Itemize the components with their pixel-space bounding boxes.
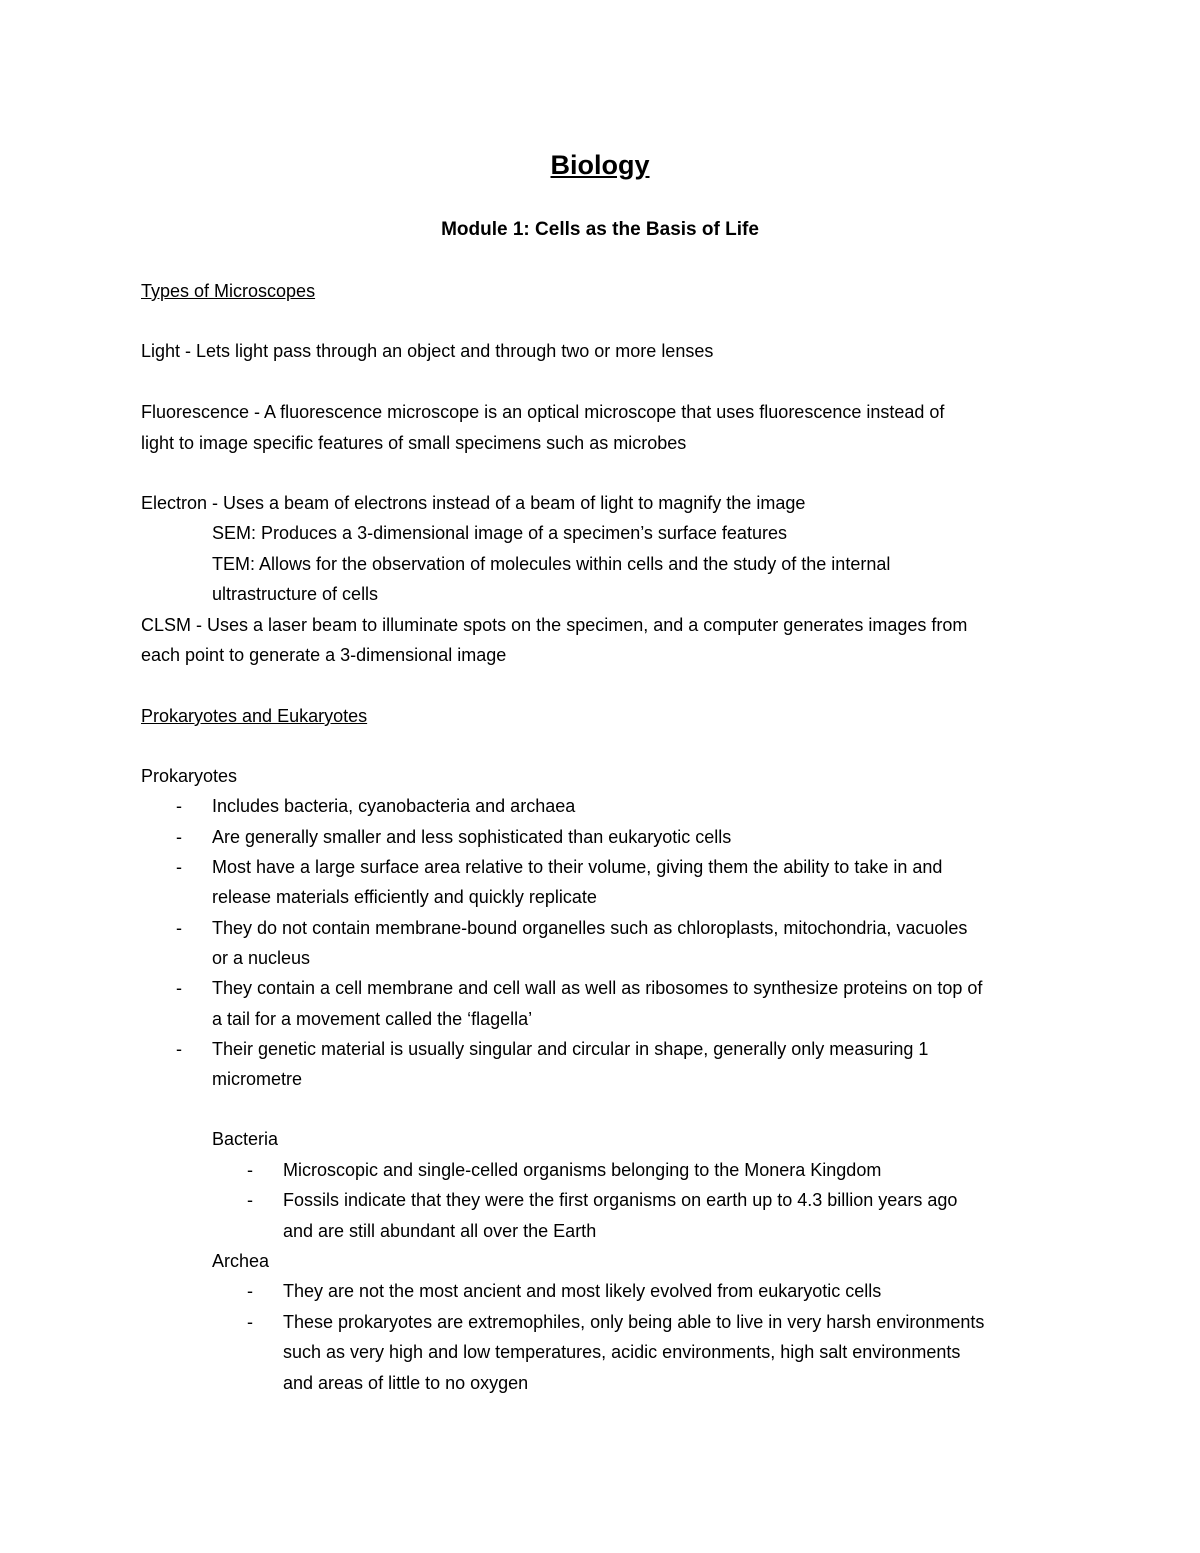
prokaryote-bullet-4-line-1: They do not contain membrane-bound organelles such as chloroplasts, mitochondria, vacuoles [212, 918, 968, 938]
bacteria-label: Bacteria [212, 1129, 279, 1149]
prokaryote-bullet-3-line-1: Most have a large surface area relative to their volume, giving them the ability to take in and [212, 857, 943, 877]
prokaryote-bullet-3-line-2: release materials efficiently and quickly replicate [212, 887, 597, 907]
bacteria-bullet-2-line-1: Fossils indicate that they were the first organisms on earth up to 4.3 billion years ago [283, 1190, 958, 1210]
bullet-dash: - [176, 827, 182, 847]
prokaryote-bullet-5-line-2: a tail for a movement called the ‘flagella’ [212, 1009, 533, 1029]
prokaryote-bullet-2: Are generally smaller and less sophisticated than eukaryotic cells [212, 827, 732, 847]
archea-bullet-2-line-3: and areas of little to no oxygen [283, 1373, 529, 1393]
bullet-dash: - [247, 1160, 253, 1180]
prokaryote-bullet-5-line-1: They contain a cell membrane and cell wall as well as ribosomes to synthesize proteins on top of [212, 978, 983, 998]
bullet-dash: - [176, 857, 182, 877]
bullet-dash: - [176, 918, 182, 938]
bacteria-bullet-2-line-2: and are still abundant all over the Earth [283, 1221, 597, 1241]
document-title: Biology [550, 150, 650, 180]
archea-bullet-1: They are not the most ancient and most likely evolved from eukaryotic cells [283, 1281, 882, 1301]
bullet-dash: - [247, 1190, 253, 1210]
prokaryote-bullet-1: Includes bacteria, cyanobacteria and archaea [212, 796, 576, 816]
clsm-text-line-1: CLSM - Uses a laser beam to illuminate spots on the specimen, and a computer generates images from [141, 615, 968, 635]
tem-text-line-1: TEM: Allows for the observation of molecules within cells and the study of the internal [212, 554, 891, 574]
fluorescence-text-line-2: light to image specific features of small specimens such as microbes [141, 433, 687, 453]
section-heading-prokaryotes-eukaryotes: Prokaryotes and Eukaryotes [141, 706, 368, 726]
electron-text: Electron - Uses a beam of electrons instead of a beam of light to magnify the image [141, 493, 806, 513]
prokaryote-bullet-6-line-2: micrometre [212, 1069, 303, 1089]
bullet-dash: - [176, 796, 182, 816]
prokaryote-bullet-4-line-2: or a nucleus [212, 948, 311, 968]
prokaryotes-label: Prokaryotes [141, 766, 238, 786]
archea-label: Archea [212, 1251, 270, 1271]
bullet-dash: - [247, 1281, 253, 1301]
bacteria-bullet-1: Microscopic and single-celled organisms belonging to the Monera Kingdom [283, 1160, 882, 1180]
module-heading: Module 1: Cells as the Basis of Life [441, 219, 759, 240]
section-heading-microscopes: Types of Microscopes [141, 281, 316, 301]
light-microscope-text: Light - Lets light pass through an object and through two or more lenses [141, 341, 714, 361]
archea-bullet-2-line-1: These prokaryotes are extremophiles, only being able to live in very harsh environments [283, 1312, 985, 1332]
archea-bullet-2-line-2: such as very high and low temperatures, acidic environments, high salt environments [283, 1342, 961, 1362]
sem-text: SEM: Produces a 3-dimensional image of a specimen’s surface features [212, 523, 787, 543]
bullet-dash: - [176, 1039, 182, 1059]
bullet-dash: - [176, 978, 182, 998]
clsm-text-line-2: each point to generate a 3-dimensional image [141, 645, 507, 665]
prokaryote-bullet-6-line-1: Their genetic material is usually singular and circular in shape, generally only measuring 1 [212, 1039, 929, 1059]
tem-text-line-2: ultrastructure of cells [212, 584, 379, 604]
fluorescence-text-line-1: Fluorescence - A fluorescence microscope is an optical microscope that uses fluorescence instead of [141, 402, 945, 422]
bullet-dash: - [247, 1312, 253, 1332]
